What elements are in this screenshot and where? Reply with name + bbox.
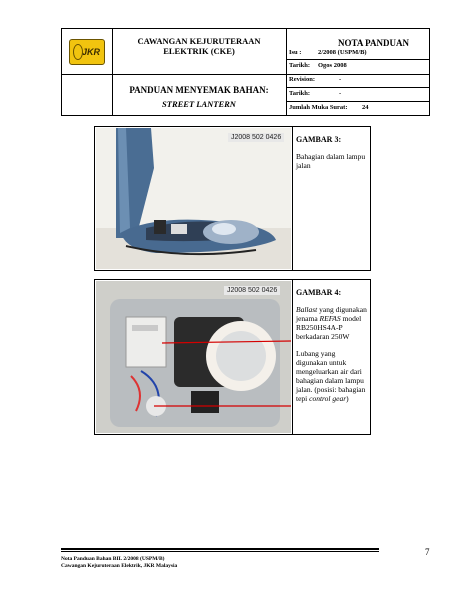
pages-label: Jumlah Muka Surat: — [289, 104, 348, 111]
figure-4-caption — [296, 288, 368, 403]
figure-3-photo — [96, 128, 291, 269]
footer-line-1: Nota Panduan Bahan BIL 2/2008 (USPM/B) — [61, 556, 165, 562]
pages-value: 24 — [362, 104, 369, 111]
figure-4-stamp: J2008 502 0426 — [224, 286, 280, 295]
document-title: PANDUAN MENYEMAK BAHAN: — [129, 85, 269, 95]
date2-value: - — [339, 90, 342, 97]
revision-label: Revision: — [289, 76, 315, 83]
footer-rule — [61, 548, 379, 550]
page-number: 7 — [425, 547, 430, 557]
date-label: Tarikh: — [289, 62, 311, 69]
issue-value: 2/2008 (USPM/B) — [318, 49, 367, 56]
figure-3-caption — [296, 135, 368, 170]
document-header — [61, 28, 430, 116]
organization-name: CAWANGAN KEJURUTERAAN ELEKTRIK (CKE) — [137, 36, 261, 56]
figure-4-drain-text: Lubang yang digunakan untuk mengeluarkan air dari bahagian dalam lampu jalan. (posisi: bahagian tepi control gear) — [296, 349, 366, 403]
figure-4-photo — [96, 281, 291, 433]
figure-4-label: GAMBAR 4: — [296, 288, 342, 297]
figure-4-ballast-text: Ballast yang digunakan jenama REFAS model RB250HS4A-P berkadaran 250W — [296, 305, 367, 341]
issue-label: Isu : — [289, 49, 302, 56]
doc-type: NOTA PANDUAN — [338, 38, 409, 48]
jkr-logo: JKR — [69, 39, 105, 65]
footer-line-2: Cawangan Kejuruteraan Elektrik, JKR Malaysia — [61, 563, 178, 569]
document-subtitle: STREET LANTERN — [162, 99, 236, 109]
date2-label: Tarikh: — [289, 90, 311, 97]
date-value: Ogos 2008 — [318, 62, 347, 69]
figure-3-label: GAMBAR 3: — [296, 135, 342, 144]
revision-value: - — [339, 76, 342, 83]
figure-3-stamp: J2008 502 0426 — [228, 133, 284, 142]
figure-3-text: Bahagian dalam lampu jalan — [296, 152, 366, 170]
